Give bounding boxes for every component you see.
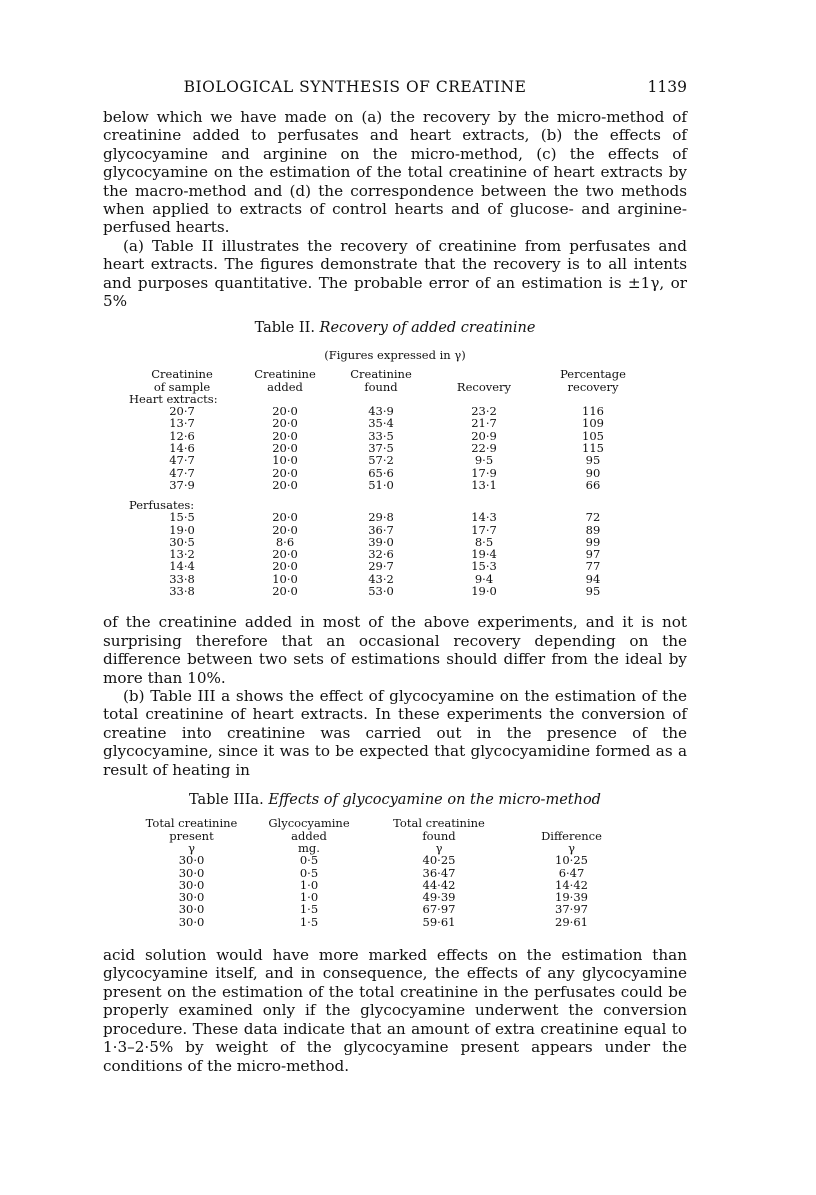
table-2 (127, 368, 647, 597)
table-cell: 19·4 (471, 547, 497, 562)
table-cell: 40·25 (422, 853, 456, 868)
column-header: Percentage (560, 367, 626, 382)
table-cell: 20·0 (272, 584, 298, 599)
table-cell: 21·7 (471, 416, 497, 431)
table-cell: 35·4 (368, 416, 394, 431)
table-cell: 37·97 (555, 902, 588, 917)
table-cell: 37·5 (368, 441, 394, 456)
paragraph-4: (b) Table III a shows the effect of glycocyamine on the estimation of the total creatinine of heart extracts. In these experiments the conversion of creatine into creatinine was carried out in the presence of the glycocyamine, since it was to be expected that glycocyamidine formed as a result of heating in (103, 686, 687, 779)
table-cell: 14·42 (555, 877, 588, 892)
table-cell: 30·0 (178, 914, 205, 929)
table-cell: 19·0 (471, 584, 497, 599)
table-cell: 15·5 (169, 510, 195, 525)
table-cell: 36·7 (368, 522, 394, 537)
table-cell: 109 (582, 416, 604, 431)
header-row (139, 817, 639, 829)
page-number: 1139 (647, 78, 687, 96)
table-cell: 33·8 (169, 571, 195, 586)
table-cell: 66 (585, 477, 601, 492)
table-cell: 15·3 (471, 559, 497, 574)
table-3-label: Table IIIa. (189, 791, 264, 808)
table-cell: 116 (582, 404, 604, 419)
table-3-title: Effects of glycocyamine on the micro-method (268, 791, 601, 808)
column-header: added (291, 828, 327, 843)
column-header: recovery (567, 379, 619, 394)
table-3-header (139, 817, 639, 854)
column-header: found (422, 828, 456, 843)
table-cell: 57·2 (368, 453, 394, 468)
table-cell: 9·4 (474, 571, 494, 586)
table-cell: 14·6 (169, 441, 195, 456)
table-cell: 20·0 (272, 510, 298, 525)
table-cell: 95 (585, 453, 601, 468)
table-2-header (127, 368, 647, 393)
table-cell: 97 (585, 547, 601, 562)
table-2-note: (Figures expressed in γ) (324, 347, 466, 362)
paragraph-5: acid solution would have more marked effects on the estimation than glycocyamine itself, and in consequence, the effects of any glycocyamine present on the estimation of the total creatinine in the perfusates could be properly examined only if the glycocyamine underwent the conversion procedure. These data indicate that an amount of extra creatinine equal to 1·3–2·5% by weight of the glycocyamine present appears under the conditions of the micro-method. (103, 946, 687, 1075)
running-header (103, 78, 687, 102)
table-cell: 90 (585, 465, 601, 480)
table-3-caption (103, 791, 687, 809)
table-row (139, 916, 639, 928)
table-cell: 20·0 (272, 559, 298, 574)
table-cell: 10·0 (272, 453, 298, 468)
table-cell: 20·7 (169, 404, 195, 419)
table-cell: 19·0 (169, 522, 195, 537)
table-2-caption (103, 319, 687, 337)
table-cell: 19·39 (555, 890, 588, 905)
column-header: Total creatinine (145, 816, 238, 831)
table-cell: 95 (585, 584, 601, 599)
table-cell: 30·5 (169, 534, 195, 549)
table-cell: 1·5 (299, 902, 319, 917)
table-cell: 9·5 (474, 453, 494, 468)
table-cell: 65·6 (368, 465, 394, 480)
header-row (127, 368, 647, 380)
table-cell: 105 (582, 428, 604, 443)
group-row (127, 491, 647, 511)
table-cell: 17·9 (471, 465, 497, 480)
table-cell: 32·6 (368, 547, 394, 562)
table-cell: 89 (585, 522, 601, 537)
table-cell: 1·0 (299, 877, 319, 892)
table-cell: 22·9 (471, 441, 497, 456)
table-cell: 30·0 (178, 853, 205, 868)
column-header: γ (435, 840, 443, 855)
column-header: Glycocyamine (268, 816, 350, 831)
column-header: Creatinine (350, 367, 412, 382)
table-cell: 43·9 (368, 404, 394, 419)
table-row (127, 454, 647, 466)
table-cell: 30·0 (178, 865, 205, 880)
table-cell: 47·7 (169, 453, 195, 468)
table-cell: 49·39 (422, 890, 456, 905)
table-cell: 29·8 (368, 510, 394, 525)
running-title: BIOLOGICAL SYNTHESIS OF CREATINE (183, 78, 527, 96)
table-row (127, 479, 647, 491)
table-cell: 94 (585, 571, 601, 586)
table-cell: 13·7 (169, 416, 195, 431)
table-2-title: Recovery of added creatinine (319, 320, 536, 337)
column-header: added (267, 379, 303, 394)
table-row (127, 511, 647, 523)
table-cell: 8·6 (275, 534, 295, 549)
table-cell: 0·5 (299, 865, 319, 880)
table-row (127, 417, 647, 429)
column-header (504, 817, 639, 829)
table-cell: 10·25 (555, 853, 588, 868)
table-cell: 14·4 (169, 559, 195, 574)
table-row (139, 854, 639, 866)
table-cell: 43·2 (368, 571, 394, 586)
column-header: γ (188, 840, 195, 855)
table-cell: 36·47 (422, 865, 456, 880)
paragraph-1: below which we have made on (a) the recovery by the micro-method of creatinine added to perfusates and heart extracts, (b) the effects of glycocyamine and arginine on the micro-method, (c) the effects of glycocyamine on the estimation of the total creatinine of heart extracts by the macro-method and (d) the correspondence between the two methods when applied to extracts of control hearts and of glucose- and arginine-perfused hearts. (103, 108, 687, 237)
table-cell: 37·9 (169, 477, 195, 492)
table-cell: 39·0 (368, 534, 394, 549)
table-cell: 20·0 (272, 547, 298, 562)
table-3 (139, 817, 639, 928)
table-cell: 20·0 (272, 416, 298, 431)
column-header: Creatinine (254, 367, 316, 382)
table-cell: 20·0 (272, 465, 298, 480)
column-header: Creatinine (151, 367, 213, 382)
column-header: Recovery (456, 379, 512, 394)
column-header (429, 368, 539, 380)
table-cell: 30·0 (178, 890, 205, 905)
table-row (127, 524, 647, 536)
table-3-body (139, 854, 639, 928)
column-header: found (364, 379, 398, 394)
table-cell: 33·8 (169, 584, 195, 599)
table-cell: 6·47 (558, 865, 585, 880)
table-cell: 20·0 (272, 428, 298, 443)
table-cell: 30·0 (178, 902, 205, 917)
table-cell: 8·5 (474, 534, 494, 549)
table-cell: 99 (585, 534, 601, 549)
paragraph-3: of the creatinine added in most of the above experiments, and it is not surprising therefore that an occasional recovery depending on the difference between two sets of estimations should differ from the ideal by more than 10%. (103, 613, 687, 687)
table-cell: 33·5 (368, 428, 394, 443)
table-cell: 1·5 (299, 914, 319, 929)
table-cell: 20·0 (272, 477, 298, 492)
table-cell: 0·5 (299, 853, 319, 868)
table-cell: 10·0 (272, 571, 298, 586)
group-label: Perfusates: (129, 497, 195, 512)
column-header: mg. (298, 840, 320, 855)
table-cell: 77 (585, 559, 601, 574)
table-cell: 59·61 (422, 914, 456, 929)
table-cell: 20·0 (272, 404, 298, 419)
table-cell: 20·0 (272, 522, 298, 537)
table-cell: 30·0 (178, 877, 205, 892)
table-cell: 29·7 (368, 559, 394, 574)
table-cell: 13·1 (471, 477, 497, 492)
table-2-body (127, 393, 647, 597)
table-cell: 47·7 (169, 465, 195, 480)
table-cell: 51·0 (368, 477, 394, 492)
table-2-label: Table II. (254, 320, 315, 337)
group-label: Heart extracts: (129, 391, 218, 406)
page (103, 78, 687, 1075)
table-cell: 72 (585, 510, 601, 525)
column-header: Difference (541, 828, 602, 843)
table-cell: 53·0 (368, 584, 394, 599)
table-row (139, 903, 639, 915)
column-header: of sample (153, 379, 211, 394)
table-cell: 23·2 (471, 404, 497, 419)
column-header: γ (568, 840, 575, 855)
table-cell: 13·2 (169, 547, 195, 562)
table-cell: 20·9 (471, 428, 497, 443)
column-header: Total creatinine (393, 816, 485, 831)
paragraph-2: (a) Table II illustrates the recovery of creatinine from perfusates and heart extracts. The figures demonstrate that the recovery is to all intents and purposes quantitative. The probable error of an estimation is ±1γ, or 5% (103, 236, 687, 311)
table-row (127, 585, 647, 597)
table-row (127, 560, 647, 572)
table-cell: 29·61 (555, 914, 588, 929)
column-header: present (169, 828, 214, 843)
table-cell: 44·42 (422, 877, 456, 892)
header-row (139, 830, 639, 842)
table-cell: 12·6 (169, 428, 195, 443)
table-cell: 17·7 (471, 522, 497, 537)
table-cell: 14·3 (471, 510, 497, 525)
table-cell: 20·0 (272, 441, 298, 456)
table-cell: 115 (582, 441, 604, 456)
table-cell: 1·0 (299, 890, 319, 905)
table-cell: 67·97 (422, 902, 456, 917)
